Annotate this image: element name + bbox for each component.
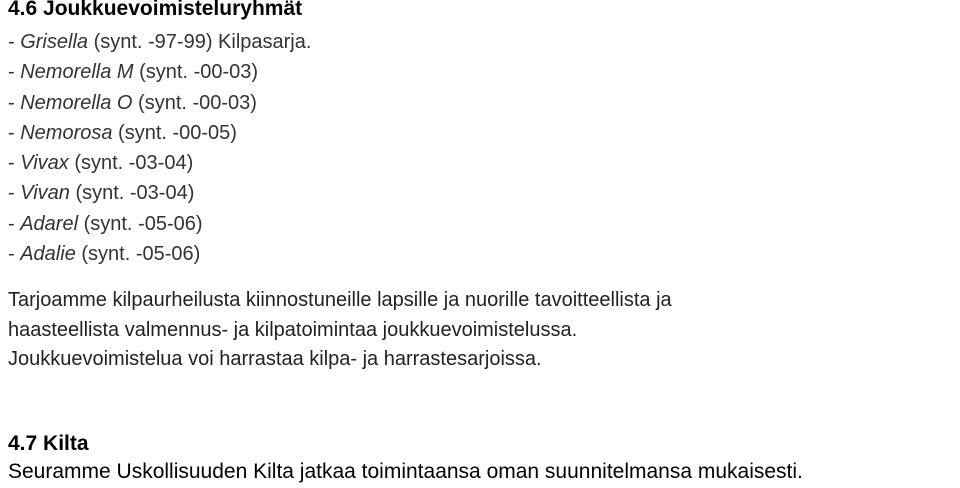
- group-info: (synt. -00-03): [132, 91, 257, 114]
- list-dash: -: [8, 61, 21, 84]
- section-heading-4-7: 4.7 Kilta: [8, 432, 89, 455]
- section-heading-4-6: 4.6 Joukkuevoimisteluryhmät: [8, 0, 303, 20]
- group-info: (synt. -00-03): [133, 61, 259, 84]
- group-name: Adalie: [20, 243, 76, 266]
- group-name: Grisella: [20, 31, 89, 53]
- list-dash: -: [8, 31, 21, 53]
- list-dash: -: [8, 91, 21, 114]
- group-list: [8, 27, 311, 269]
- list-item: [8, 27, 311, 57]
- group-info: (synt. -03-04): [69, 182, 195, 205]
- list-item: [8, 148, 311, 178]
- group-name: Nemorella M: [20, 61, 134, 84]
- group-info: (synt. -03-04): [68, 152, 194, 175]
- description-paragraph: [8, 286, 672, 375]
- kilta-paragraph: Seuramme Uskollisuuden Kilta jatkaa toimintaansa oman suunnitelmansa mukaisesti.: [8, 460, 803, 483]
- group-name: Adarel: [20, 212, 79, 235]
- group-info: (synt. -05-06): [78, 212, 203, 235]
- list-item: [8, 88, 311, 118]
- group-name: Nemorosa: [20, 121, 113, 144]
- list-item: [8, 209, 311, 239]
- paragraph-line: Joukkuevoimistelua voi harrastaa kilpa- ja harrastesarjoissa.: [8, 348, 542, 370]
- list-dash: -: [8, 152, 21, 175]
- list-dash: -: [8, 182, 21, 205]
- group-info: (synt. -05-06): [75, 243, 201, 266]
- list-item: [8, 118, 311, 148]
- group-name: Nemorella O: [20, 91, 133, 114]
- group-info: (synt. -00-05): [112, 121, 237, 144]
- paragraph-line: Tarjoamme kilpaurheilusta kiinnostuneille lapsille ja nuorille tavoitteellista ja: [8, 289, 672, 311]
- list-item: [8, 178, 311, 208]
- list-dash: -: [8, 212, 21, 235]
- list-dash: -: [8, 121, 21, 144]
- list-dash: -: [8, 243, 21, 266]
- group-name: Vivan: [20, 182, 70, 205]
- group-name: Vivax: [20, 152, 69, 175]
- paragraph-line: haasteellista valmennus- ja kilpatoimintaa joukkuevoimistelussa.: [8, 318, 578, 341]
- list-item: [8, 57, 311, 87]
- group-info: (synt. -97-99) Kilpasarja.: [88, 31, 312, 53]
- list-item: [8, 239, 311, 269]
